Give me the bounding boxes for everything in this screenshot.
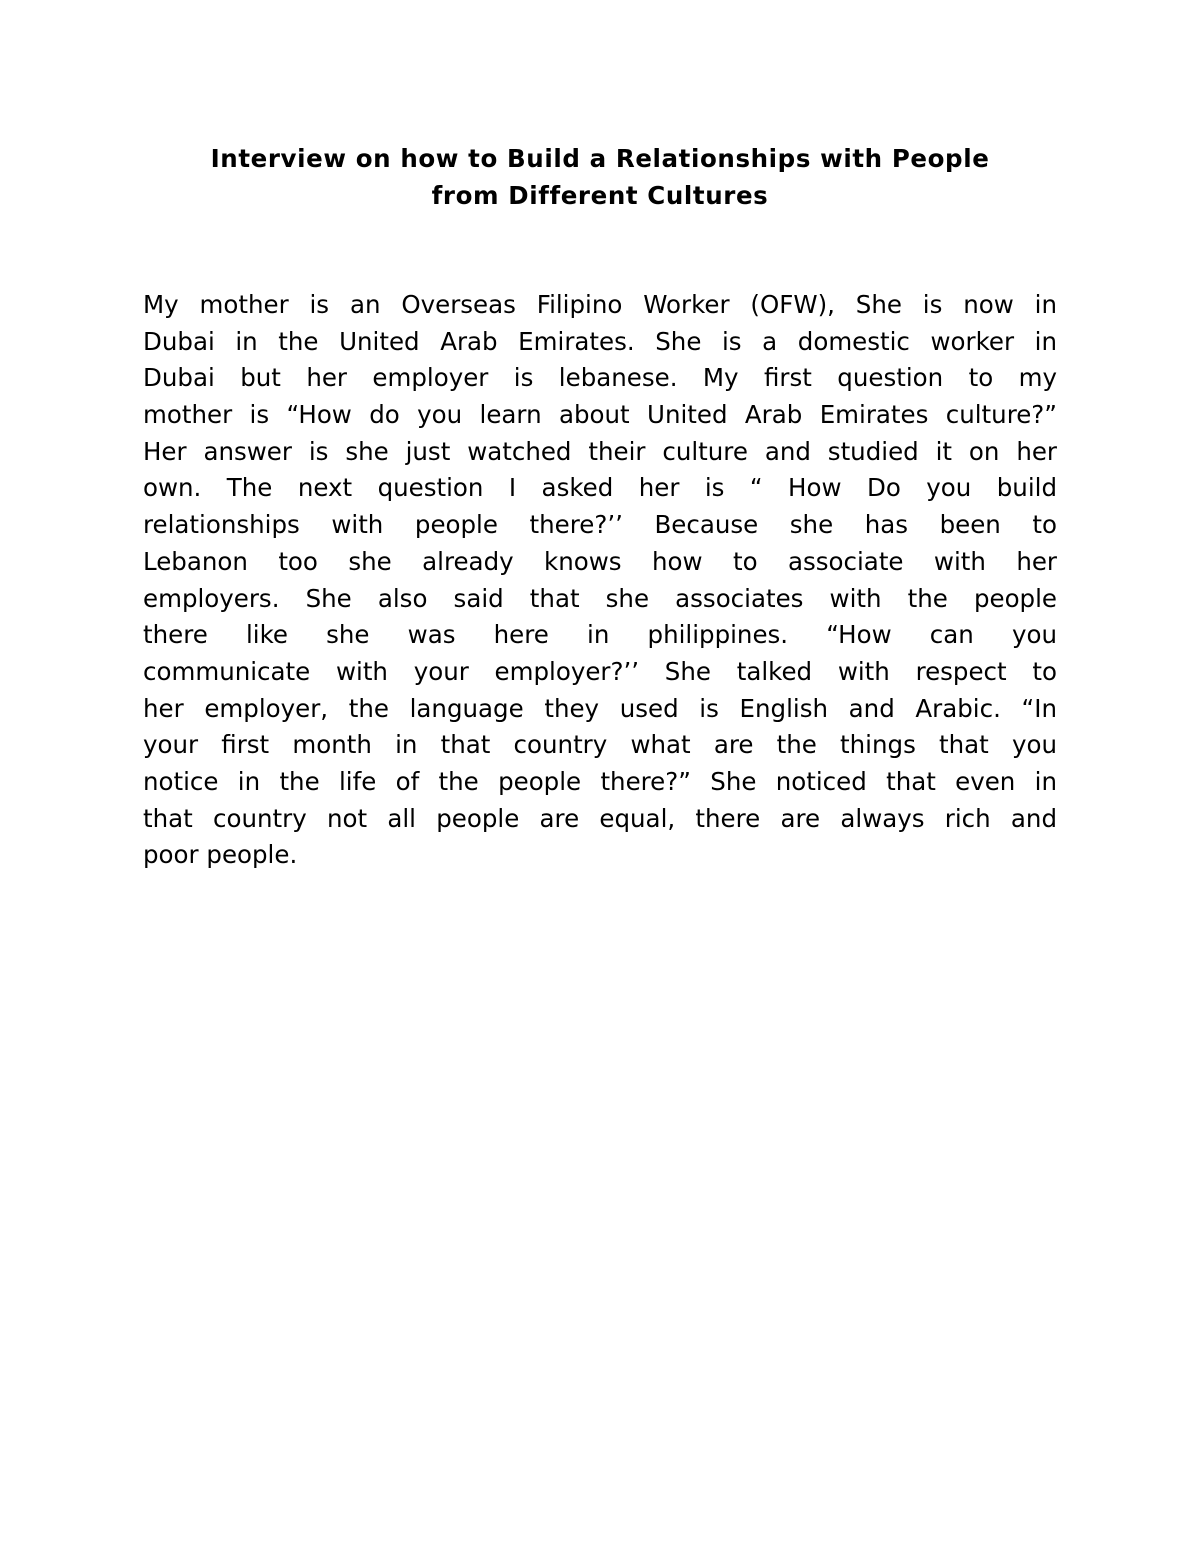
paragraph-line: My mother is an Overseas Filipino Worker (OFW), She is now in bbox=[143, 290, 1057, 319]
paragraph-line: Her answer is she just watched their culture and studied it on her bbox=[143, 436, 1057, 466]
paragraph-line: own. The next question I asked her is “ How Do you build bbox=[143, 473, 1057, 503]
paragraph-line: communicate with your employer?’’ She talked with respect to bbox=[143, 656, 1057, 686]
paragraph-line: poor people. bbox=[143, 840, 298, 870]
paragraph-line: employers. She also said that she associates with the people bbox=[143, 583, 1057, 613]
paragraph-line: that country not all people are equal, there are always rich and bbox=[143, 803, 1057, 833]
paragraph-line: her employer, the language they used is English and Arabic. “In bbox=[143, 693, 1057, 723]
title-line: from Different Cultures bbox=[431, 180, 769, 210]
document-title bbox=[140, 141, 1060, 214]
paragraph-line: there like she was here in philippines. “How can you bbox=[143, 620, 1057, 650]
paragraph-line: Dubai in the United Arab Emirates. She is a domestic worker in bbox=[143, 326, 1057, 356]
paragraph-line: notice in the life of the people there?” She noticed that even in bbox=[143, 766, 1057, 796]
title-line: Interview on how to Build a Relationships with People bbox=[210, 144, 990, 173]
paragraph-line: your first month in that country what are the things that you bbox=[143, 730, 1057, 760]
paragraph-line: relationships with people there?’’ Because she has been to bbox=[143, 510, 1057, 540]
interview-paragraph bbox=[143, 287, 1057, 874]
paragraph-line: Dubai but her employer is lebanese. My first question to my bbox=[143, 363, 1057, 393]
paragraph-line: Lebanon too she already knows how to associate with her bbox=[143, 546, 1057, 576]
paragraph-line: mother is “How do you learn about United Arab Emirates culture?” bbox=[143, 400, 1057, 430]
